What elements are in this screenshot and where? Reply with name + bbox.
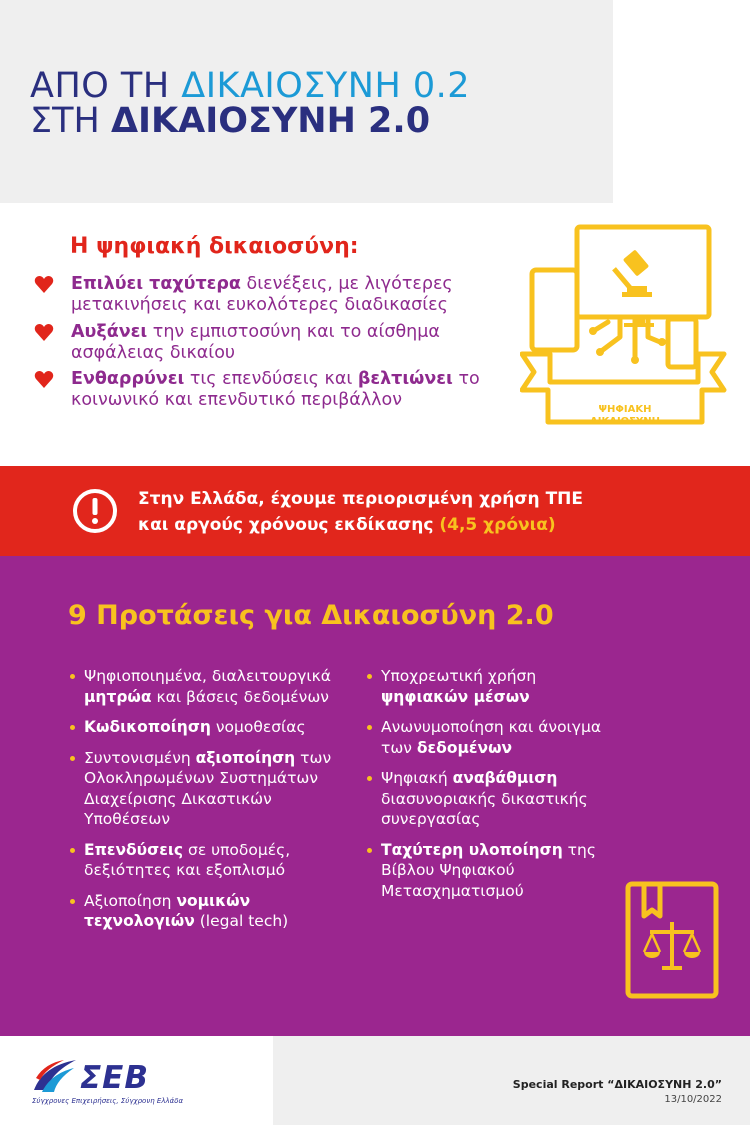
proposal-item: Ανωνυμοποίηση και άνοιγμα των δεδομένων (367, 717, 617, 758)
heart-icon (34, 371, 54, 389)
exclamation-icon (72, 488, 118, 534)
benefit-item: Ενθαρρύνει τις επενδύσεις και βελτιώνει το κοινωνικό και επενδυτικό περιβάλλον (34, 369, 504, 411)
proposals-title: 9 Προτάσεις για Δικαιοσύνη 2.0 (68, 600, 554, 631)
proposal-item: Κωδικοποίηση νομοθεσίας (70, 717, 340, 738)
proposal-item: Ταχύτερη υλοποίηση της Βίβλου Ψηφιακού Μετασχηματισμού (367, 840, 617, 902)
benefit-item: Επιλύει ταχύτερα διενέξεις, με λιγότερες μετακινήσεις και ευκολότερες διαδικασίες (34, 274, 504, 316)
alert-text: Στην Ελλάδα, έχουμε περιορισμένη χρήση ΤΠΕ και αργούς χρόνους εκδίκασης (4,5 χρόνια) (138, 489, 584, 535)
proposals-right-column (367, 666, 617, 911)
badge-label-line2: ΔΙΚΑΙΟΣΥΝΗ (590, 416, 660, 427)
logo-swoosh-icon (32, 1056, 80, 1094)
page-title-line1: ΑΠΟ ΤΗ ΔΙΚΑΙΟΣΥΝΗ 0.2 (30, 66, 471, 106)
proposal-item: Ψηφιοποιημένα, διαλειτουργικά μητρώα και βάσεις δεδομένων (70, 666, 340, 707)
badge-label-line1: ΨΗΦΙΑΚΗ (598, 404, 652, 415)
benefit-item: Αυξάνει την εμπιστοσύνη και το αίσθημα ασφάλειας δικαίου (34, 322, 504, 364)
seb-logo: ΣΕΒ (80, 1060, 149, 1096)
heart-icon (34, 324, 54, 342)
digital-justice-title: Η ψηφιακή δικαιοσύνη: (70, 234, 359, 259)
proposal-item: Υποχρεωτική χρήση ψηφιακών μέσων (367, 666, 617, 707)
law-book-scales-icon (622, 880, 722, 1000)
digital-justice-devices-icon (520, 222, 730, 437)
proposals-left-column (70, 666, 340, 942)
proposal-item: Επενδύσεις σε υποδομές, δεξιότητες και εξοπλισμό (70, 840, 340, 881)
report-title: Special Report “ΔΙΚΑΙΟΣΥΝΗ 2.0” (512, 1078, 722, 1091)
logo-tagline: Σύγχρονες Επιχειρήσεις, Σύγχρονη Ελλάδα (32, 1097, 184, 1105)
proposal-item: Συντονισμένη αξιοποίηση των Ολοκληρωμένων Συστημάτων Διαχείρισης Δικαστικών Υποθέσεων (70, 748, 340, 830)
page-title-line2: ΣΤΗ ΔΙΚΑΙΟΣΥΝΗ 2.0 (30, 101, 431, 141)
heart-icon (34, 276, 54, 294)
proposal-item: Αξιοποίηση νομικών τεχνολογιών (legal tech) (70, 891, 340, 932)
proposal-item: Ψηφιακή αναβάθμιση διασυνοριακής δικαστικής συνεργασίας (367, 768, 617, 830)
report-date: 13/10/2022 (664, 1094, 722, 1105)
